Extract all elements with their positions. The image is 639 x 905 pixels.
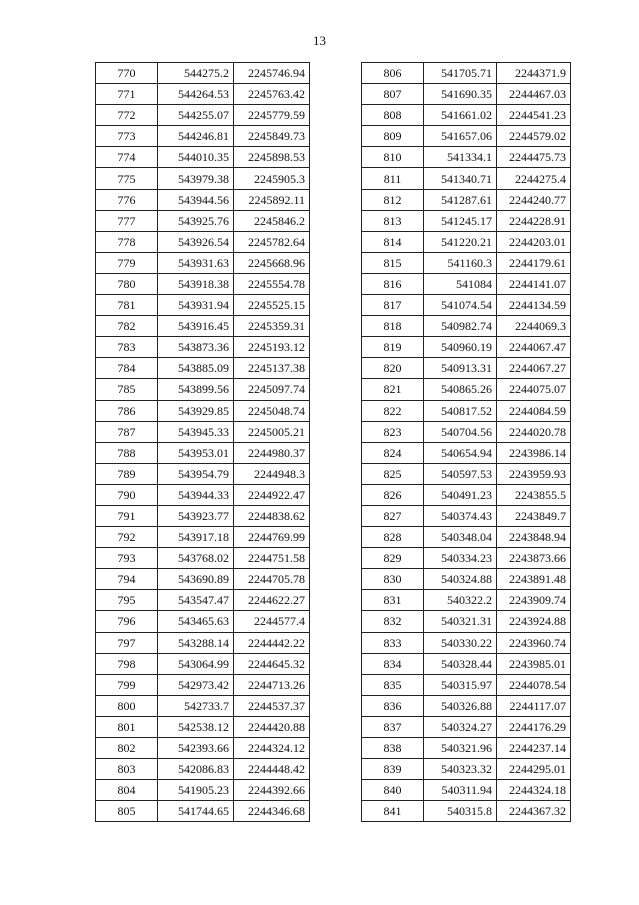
- y-coordinate-cell: 2244579.02: [497, 126, 571, 147]
- y-coordinate-cell: 2243849.7: [497, 505, 571, 526]
- table-row: [96, 632, 310, 653]
- x-coordinate-cell: 541160.3: [424, 252, 497, 273]
- point-number-cell: 797: [96, 632, 158, 653]
- point-number-cell: 836: [362, 695, 424, 716]
- point-number-cell: 784: [96, 358, 158, 379]
- point-number-cell: 786: [96, 400, 158, 421]
- table-row: [96, 231, 310, 252]
- y-coordinate-cell: 2244203.01: [497, 231, 571, 252]
- x-coordinate-cell: 540865.26: [424, 379, 497, 400]
- y-coordinate-cell: 2244141.07: [497, 273, 571, 294]
- table-row: [96, 126, 310, 147]
- y-coordinate-cell: 2243924.88: [497, 611, 571, 632]
- table-row: [362, 273, 571, 294]
- y-coordinate-cell: 2244838.62: [234, 505, 310, 526]
- point-number-cell: 824: [362, 442, 424, 463]
- table-row: [362, 126, 571, 147]
- point-number-cell: 825: [362, 463, 424, 484]
- y-coordinate-cell: 2244541.23: [497, 105, 571, 126]
- x-coordinate-cell: 542538.12: [158, 716, 234, 737]
- point-number-cell: 834: [362, 653, 424, 674]
- y-coordinate-cell: 2245846.2: [234, 210, 310, 231]
- table-row: [362, 189, 571, 210]
- y-coordinate-cell: 2244948.3: [234, 463, 310, 484]
- y-coordinate-cell: 2244475.73: [497, 147, 571, 168]
- point-number-cell: 780: [96, 273, 158, 294]
- y-coordinate-cell: 2244442.22: [234, 632, 310, 653]
- point-number-cell: 805: [96, 801, 158, 822]
- x-coordinate-cell: 540315.8: [424, 801, 497, 822]
- point-number-cell: 790: [96, 484, 158, 505]
- y-coordinate-cell: 2244922.47: [234, 484, 310, 505]
- point-number-cell: 829: [362, 548, 424, 569]
- y-coordinate-cell: 2244577.4: [234, 611, 310, 632]
- x-coordinate-cell: 540311.94: [424, 780, 497, 801]
- x-coordinate-cell: 543953.01: [158, 442, 234, 463]
- table-row: [96, 505, 310, 526]
- y-coordinate-cell: 2243855.5: [497, 484, 571, 505]
- table-row: [362, 358, 571, 379]
- point-number-cell: 807: [362, 84, 424, 105]
- point-number-cell: 810: [362, 147, 424, 168]
- point-number-cell: 779: [96, 252, 158, 273]
- y-coordinate-cell: 2244392.66: [234, 780, 310, 801]
- x-coordinate-cell: 543925.76: [158, 210, 234, 231]
- point-number-cell: 818: [362, 316, 424, 337]
- table-row: [96, 611, 310, 632]
- y-coordinate-cell: 2244176.29: [497, 716, 571, 737]
- y-coordinate-cell: 2245005.21: [234, 421, 310, 442]
- y-coordinate-cell: 2244078.54: [497, 674, 571, 695]
- x-coordinate-cell: 541705.71: [424, 63, 497, 84]
- x-coordinate-cell: 541340.71: [424, 168, 497, 189]
- x-coordinate-cell: 541657.06: [424, 126, 497, 147]
- point-number-cell: 802: [96, 738, 158, 759]
- point-number-cell: 798: [96, 653, 158, 674]
- table-row: [362, 63, 571, 84]
- point-number-cell: 822: [362, 400, 424, 421]
- x-coordinate-cell: 541661.02: [424, 105, 497, 126]
- table-row: [362, 780, 571, 801]
- point-number-cell: 835: [362, 674, 424, 695]
- point-number-cell: 782: [96, 316, 158, 337]
- y-coordinate-cell: 2245097.74: [234, 379, 310, 400]
- x-coordinate-cell: 540324.88: [424, 569, 497, 590]
- y-coordinate-cell: 2244067.27: [497, 358, 571, 379]
- x-coordinate-cell: 543929.85: [158, 400, 234, 421]
- x-coordinate-cell: 540348.04: [424, 527, 497, 548]
- table-row: [362, 759, 571, 780]
- y-coordinate-cell: 2243985.01: [497, 653, 571, 674]
- table-row: [96, 421, 310, 442]
- y-coordinate-cell: 2244324.12: [234, 738, 310, 759]
- table-row: [362, 695, 571, 716]
- point-number-cell: 823: [362, 421, 424, 442]
- x-coordinate-cell: 541334.1: [424, 147, 497, 168]
- point-number-cell: 774: [96, 147, 158, 168]
- point-number-cell: 814: [362, 231, 424, 252]
- x-coordinate-cell: 542086.83: [158, 759, 234, 780]
- x-coordinate-cell: 540322.2: [424, 590, 497, 611]
- page-number: 13: [313, 33, 326, 48]
- y-coordinate-cell: 2245359.31: [234, 316, 310, 337]
- table-row: [362, 505, 571, 526]
- y-coordinate-cell: 2244134.59: [497, 295, 571, 316]
- table-row: [362, 548, 571, 569]
- table-row: [362, 379, 571, 400]
- y-coordinate-cell: 2244346.68: [234, 801, 310, 822]
- point-number-cell: 793: [96, 548, 158, 569]
- y-coordinate-cell: 2243891.48: [497, 569, 571, 590]
- x-coordinate-cell: 543931.63: [158, 252, 234, 273]
- point-number-cell: 799: [96, 674, 158, 695]
- point-number-cell: 830: [362, 569, 424, 590]
- point-number-cell: 795: [96, 590, 158, 611]
- table-row: [96, 527, 310, 548]
- point-number-cell: 833: [362, 632, 424, 653]
- y-coordinate-cell: 2243873.66: [497, 548, 571, 569]
- x-coordinate-cell: 543885.09: [158, 358, 234, 379]
- x-coordinate-cell: 542733.7: [158, 695, 234, 716]
- x-coordinate-cell: 540330.22: [424, 632, 497, 653]
- x-coordinate-cell: 540817.52: [424, 400, 497, 421]
- point-number-cell: 816: [362, 273, 424, 294]
- table-row: [362, 716, 571, 737]
- x-coordinate-cell: 543547.47: [158, 590, 234, 611]
- point-number-cell: 775: [96, 168, 158, 189]
- point-number-cell: 813: [362, 210, 424, 231]
- point-number-cell: 808: [362, 105, 424, 126]
- y-coordinate-cell: 2244237.14: [497, 738, 571, 759]
- table-row: [362, 463, 571, 484]
- table-row: [96, 210, 310, 231]
- point-number-cell: 792: [96, 527, 158, 548]
- table-row: [96, 484, 310, 505]
- y-coordinate-cell: 2243959.93: [497, 463, 571, 484]
- x-coordinate-cell: 542973.42: [158, 674, 234, 695]
- table-row: [362, 653, 571, 674]
- point-number-cell: 806: [362, 63, 424, 84]
- x-coordinate-cell: 543465.63: [158, 611, 234, 632]
- x-coordinate-cell: 541220.21: [424, 231, 497, 252]
- table-row: [362, 632, 571, 653]
- table-row: [96, 358, 310, 379]
- y-coordinate-cell: 2245554.78: [234, 273, 310, 294]
- x-coordinate-cell: 540326.88: [424, 695, 497, 716]
- table-row: [362, 611, 571, 632]
- table-row: [362, 442, 571, 463]
- point-number-cell: 820: [362, 358, 424, 379]
- point-number-cell: 787: [96, 421, 158, 442]
- table-row: [362, 210, 571, 231]
- point-number-cell: 783: [96, 337, 158, 358]
- y-coordinate-cell: 2245746.94: [234, 63, 310, 84]
- table-row: [362, 337, 571, 358]
- table-row: [96, 695, 310, 716]
- x-coordinate-cell: 543916.45: [158, 316, 234, 337]
- x-coordinate-cell: 542393.66: [158, 738, 234, 759]
- point-number-cell: 841: [362, 801, 424, 822]
- table-row: [362, 527, 571, 548]
- point-number-cell: 821: [362, 379, 424, 400]
- table-row: [362, 738, 571, 759]
- table-row: [362, 147, 571, 168]
- x-coordinate-cell: 540491.23: [424, 484, 497, 505]
- point-number-cell: 812: [362, 189, 424, 210]
- x-coordinate-cell: 543873.36: [158, 337, 234, 358]
- y-coordinate-cell: 2244179.61: [497, 252, 571, 273]
- point-number-cell: 781: [96, 295, 158, 316]
- y-coordinate-cell: 2244240.77: [497, 189, 571, 210]
- table-row: [362, 801, 571, 822]
- point-number-cell: 839: [362, 759, 424, 780]
- table-row: [362, 84, 571, 105]
- y-coordinate-cell: 2244324.18: [497, 780, 571, 801]
- table-row: [96, 105, 310, 126]
- x-coordinate-cell: 540374.43: [424, 505, 497, 526]
- point-number-cell: 789: [96, 463, 158, 484]
- point-number-cell: 809: [362, 126, 424, 147]
- x-coordinate-cell: 541287.61: [424, 189, 497, 210]
- table-row: [96, 738, 310, 759]
- point-number-cell: 832: [362, 611, 424, 632]
- y-coordinate-cell: 2244467.03: [497, 84, 571, 105]
- point-number-cell: 778: [96, 231, 158, 252]
- point-number-cell: 785: [96, 379, 158, 400]
- x-coordinate-cell: 544264.53: [158, 84, 234, 105]
- y-coordinate-cell: 2244075.07: [497, 379, 571, 400]
- point-number-cell: 831: [362, 590, 424, 611]
- table-row: [96, 189, 310, 210]
- table-row: [96, 759, 310, 780]
- x-coordinate-cell: 540913.31: [424, 358, 497, 379]
- x-coordinate-cell: 543926.54: [158, 231, 234, 252]
- table-row: [96, 400, 310, 421]
- point-number-cell: 788: [96, 442, 158, 463]
- x-coordinate-cell: 543064.99: [158, 653, 234, 674]
- table-row: [96, 463, 310, 484]
- table-row: [362, 105, 571, 126]
- point-number-cell: 817: [362, 295, 424, 316]
- table-row: [96, 442, 310, 463]
- point-number-cell: 773: [96, 126, 158, 147]
- y-coordinate-cell: 2244980.37: [234, 442, 310, 463]
- y-coordinate-cell: 2244367.32: [497, 801, 571, 822]
- y-coordinate-cell: 2243960.74: [497, 632, 571, 653]
- x-coordinate-cell: 543690.89: [158, 569, 234, 590]
- point-number-cell: 815: [362, 252, 424, 273]
- x-coordinate-cell: 540323.32: [424, 759, 497, 780]
- x-coordinate-cell: 541690.35: [424, 84, 497, 105]
- point-number-cell: 803: [96, 759, 158, 780]
- x-coordinate-cell: 543954.79: [158, 463, 234, 484]
- y-coordinate-cell: 2244705.78: [234, 569, 310, 590]
- x-coordinate-cell: 540315.97: [424, 674, 497, 695]
- table-row: [96, 780, 310, 801]
- point-number-cell: 840: [362, 780, 424, 801]
- x-coordinate-cell: 543979.38: [158, 168, 234, 189]
- x-coordinate-cell: 541074.54: [424, 295, 497, 316]
- table-row: [96, 147, 310, 168]
- x-coordinate-cell: 540334.23: [424, 548, 497, 569]
- x-coordinate-cell: 543944.33: [158, 484, 234, 505]
- x-coordinate-cell: 540324.27: [424, 716, 497, 737]
- x-coordinate-cell: 544010.35: [158, 147, 234, 168]
- y-coordinate-cell: 2244295.01: [497, 759, 571, 780]
- y-coordinate-cell: 2243909.74: [497, 590, 571, 611]
- x-coordinate-cell: 543917.18: [158, 527, 234, 548]
- table-row: [96, 653, 310, 674]
- point-number-cell: 828: [362, 527, 424, 548]
- table-row: [96, 379, 310, 400]
- y-coordinate-cell: 2245048.74: [234, 400, 310, 421]
- y-coordinate-cell: 2244069.3: [497, 316, 571, 337]
- y-coordinate-cell: 2244751.58: [234, 548, 310, 569]
- table-row: [96, 590, 310, 611]
- x-coordinate-cell: 543945.33: [158, 421, 234, 442]
- point-number-cell: 801: [96, 716, 158, 737]
- point-number-cell: 770: [96, 63, 158, 84]
- point-number-cell: 837: [362, 716, 424, 737]
- y-coordinate-cell: 2245763.42: [234, 84, 310, 105]
- y-coordinate-cell: 2244228.91: [497, 210, 571, 231]
- x-coordinate-cell: 540982.74: [424, 316, 497, 337]
- table-row: [362, 231, 571, 252]
- table-row: [96, 674, 310, 695]
- y-coordinate-cell: 2244371.9: [497, 63, 571, 84]
- y-coordinate-cell: 2244084.59: [497, 400, 571, 421]
- table-row: [96, 569, 310, 590]
- point-number-cell: 771: [96, 84, 158, 105]
- y-coordinate-cell: 2245905.3: [234, 168, 310, 189]
- x-coordinate-cell: 541905.23: [158, 780, 234, 801]
- table-row: [362, 590, 571, 611]
- y-coordinate-cell: 2244275.4: [497, 168, 571, 189]
- table-row: [362, 421, 571, 442]
- point-number-cell: 826: [362, 484, 424, 505]
- x-coordinate-cell: 541245.17: [424, 210, 497, 231]
- table-row: [362, 168, 571, 189]
- table-row: [362, 400, 571, 421]
- y-coordinate-cell: 2244769.99: [234, 527, 310, 548]
- y-coordinate-cell: 2244622.27: [234, 590, 310, 611]
- point-number-cell: 804: [96, 780, 158, 801]
- coordinates-table-right: [361, 62, 571, 822]
- table-row: [96, 337, 310, 358]
- table-row: [362, 674, 571, 695]
- table-row: [96, 316, 310, 337]
- point-number-cell: 827: [362, 505, 424, 526]
- table-row: [362, 569, 571, 590]
- point-number-cell: 811: [362, 168, 424, 189]
- point-number-cell: 776: [96, 189, 158, 210]
- x-coordinate-cell: 540321.31: [424, 611, 497, 632]
- table-row: [96, 273, 310, 294]
- table-row: [96, 84, 310, 105]
- point-number-cell: 838: [362, 738, 424, 759]
- y-coordinate-cell: 2245137.38: [234, 358, 310, 379]
- coordinates-table-left: [95, 62, 310, 822]
- x-coordinate-cell: 543288.14: [158, 632, 234, 653]
- x-coordinate-cell: 543944.56: [158, 189, 234, 210]
- x-coordinate-cell: 540328.44: [424, 653, 497, 674]
- table-row: [96, 252, 310, 273]
- table-row: [96, 716, 310, 737]
- x-coordinate-cell: 543768.02: [158, 548, 234, 569]
- point-number-cell: 796: [96, 611, 158, 632]
- x-coordinate-cell: 544255.07: [158, 105, 234, 126]
- y-coordinate-cell: 2245525.15: [234, 295, 310, 316]
- y-coordinate-cell: 2244645.32: [234, 653, 310, 674]
- x-coordinate-cell: 544275.2: [158, 63, 234, 84]
- x-coordinate-cell: 544246.81: [158, 126, 234, 147]
- y-coordinate-cell: 2245193.12: [234, 337, 310, 358]
- x-coordinate-cell: 540597.53: [424, 463, 497, 484]
- x-coordinate-cell: 543918.38: [158, 273, 234, 294]
- table-row: [96, 548, 310, 569]
- y-coordinate-cell: 2243848.94: [497, 527, 571, 548]
- x-coordinate-cell: 541084: [424, 273, 497, 294]
- point-number-cell: 772: [96, 105, 158, 126]
- table-row: [96, 801, 310, 822]
- x-coordinate-cell: 543931.94: [158, 295, 234, 316]
- table-row: [362, 484, 571, 505]
- y-coordinate-cell: 2244448.42: [234, 759, 310, 780]
- y-coordinate-cell: 2245898.53: [234, 147, 310, 168]
- table-row: [362, 252, 571, 273]
- y-coordinate-cell: 2243986.14: [497, 442, 571, 463]
- point-number-cell: 819: [362, 337, 424, 358]
- y-coordinate-cell: 2245779.59: [234, 105, 310, 126]
- point-number-cell: 794: [96, 569, 158, 590]
- y-coordinate-cell: 2244067.47: [497, 337, 571, 358]
- y-coordinate-cell: 2244537.37: [234, 695, 310, 716]
- x-coordinate-cell: 540960.19: [424, 337, 497, 358]
- x-coordinate-cell: 541744.65: [158, 801, 234, 822]
- point-number-cell: 800: [96, 695, 158, 716]
- table-row: [96, 63, 310, 84]
- x-coordinate-cell: 543899.56: [158, 379, 234, 400]
- x-coordinate-cell: 540654.94: [424, 442, 497, 463]
- table-row: [362, 316, 571, 337]
- y-coordinate-cell: 2244713.26: [234, 674, 310, 695]
- y-coordinate-cell: 2245668.96: [234, 252, 310, 273]
- table-row: [362, 295, 571, 316]
- table-row: [96, 168, 310, 189]
- x-coordinate-cell: 540704.56: [424, 421, 497, 442]
- y-coordinate-cell: 2245892.11: [234, 189, 310, 210]
- x-coordinate-cell: 540321.96: [424, 738, 497, 759]
- y-coordinate-cell: 2245849.73: [234, 126, 310, 147]
- x-coordinate-cell: 543923.77: [158, 505, 234, 526]
- y-coordinate-cell: 2244420.88: [234, 716, 310, 737]
- y-coordinate-cell: 2245782.64: [234, 231, 310, 252]
- table-row: [96, 295, 310, 316]
- point-number-cell: 791: [96, 505, 158, 526]
- y-coordinate-cell: 2244117.07: [497, 695, 571, 716]
- y-coordinate-cell: 2244020.78: [497, 421, 571, 442]
- point-number-cell: 777: [96, 210, 158, 231]
